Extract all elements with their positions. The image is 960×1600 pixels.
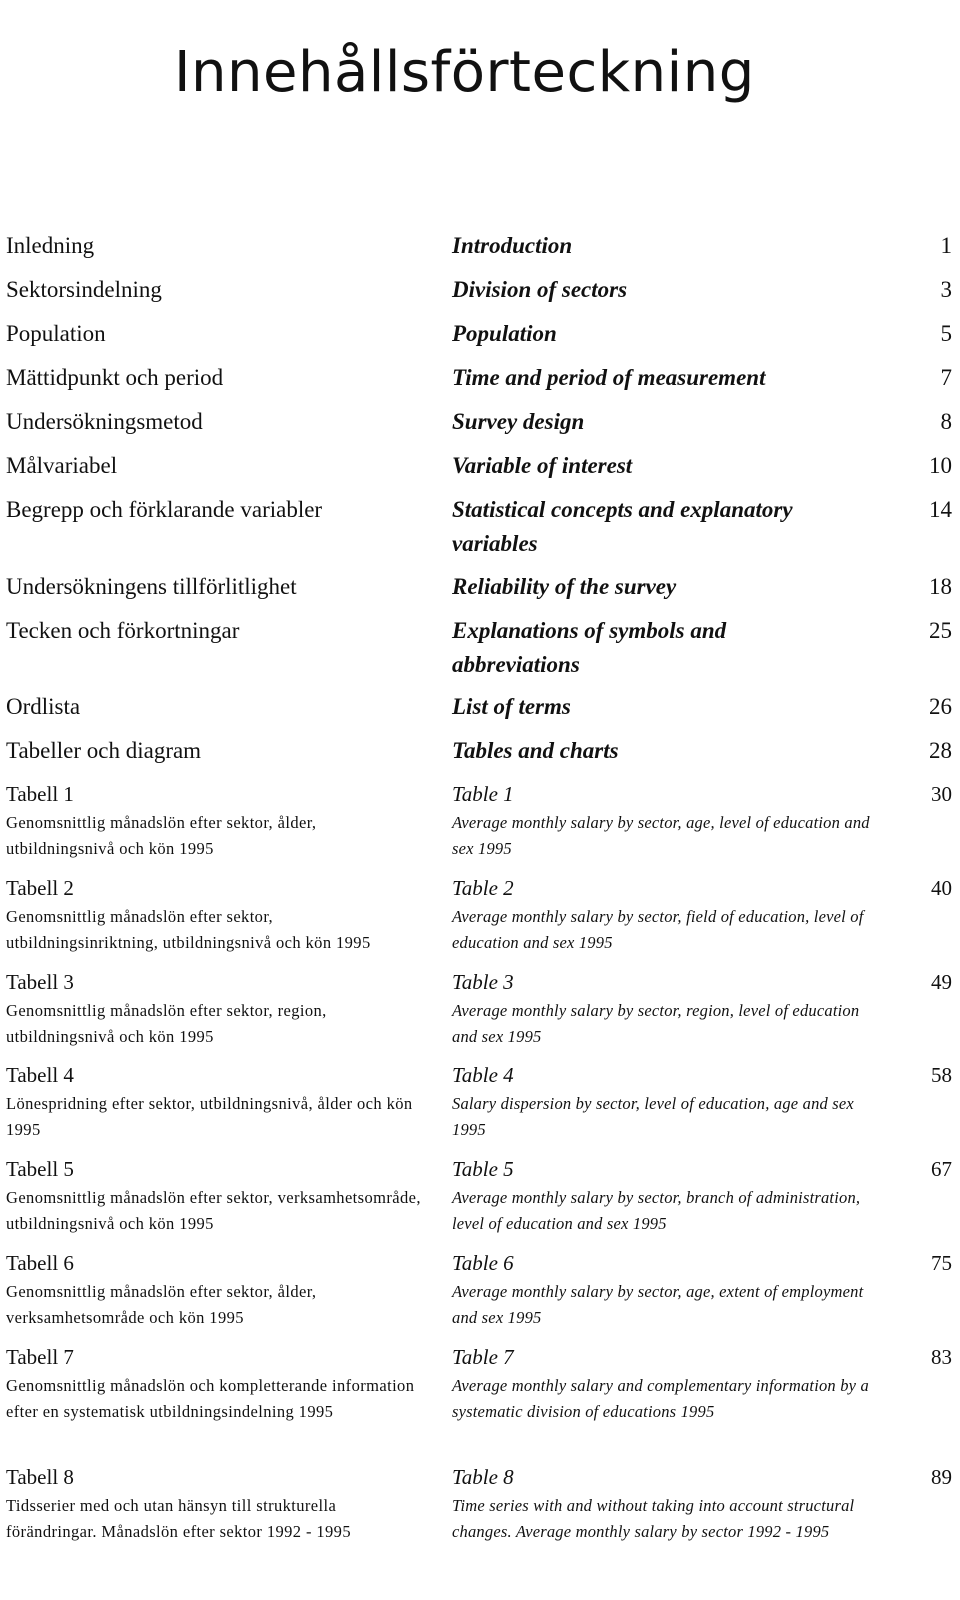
table-entry-page: 40 (931, 876, 952, 900)
toc-entry-page: 3 (940, 277, 952, 302)
table-entry-swedish-description: Tidsserier med och utan hänsyn till strukturella förändringar. Månadslön efter sektor 1992 - 1995 (6, 1496, 351, 1541)
table-entry-english-heading: Table 6 (452, 1251, 514, 1275)
table-entry-swedish-heading: Tabell 1 (6, 782, 74, 806)
toc-entry-swedish: Begrepp och förklarande variabler (6, 497, 323, 522)
toc-entry-swedish: Population (6, 321, 106, 346)
toc-entry-page: 1 (940, 233, 952, 258)
table-entry-english-heading: Table 1 (452, 782, 514, 806)
toc-entry-page: 8 (940, 409, 952, 434)
table-entry-page: 67 (931, 1157, 952, 1181)
table-entry-page: 30 (931, 782, 952, 806)
table-entry-swedish-heading: Tabell 5 (6, 1157, 74, 1181)
toc-entry-english: Division of sectors (452, 277, 628, 302)
table-entry-english-heading: Table 4 (452, 1063, 514, 1087)
toc-entry-page: 14 (929, 497, 952, 522)
table-entry-swedish-description: Genomsnittlig månadslön och kompletterande information efter en systematisk utbildningsindelning 1995 (6, 1376, 415, 1421)
toc-entry-page: 25 (929, 618, 952, 643)
table-entry-page: 58 (931, 1063, 952, 1087)
toc-entry-english: Variable of interest (452, 453, 633, 478)
table-entry-page: 75 (931, 1251, 952, 1275)
toc-entry-swedish: Mättidpunkt och period (6, 365, 224, 390)
toc-entry-english: Explanations of symbols and abbreviations (452, 618, 727, 677)
toc-entry-swedish: Inledning (6, 233, 95, 258)
table-entry-swedish-description: Genomsnittlig månadslön efter sektor, verksamhetsområde, utbildningsnivå och kön 1995 (6, 1188, 421, 1233)
table-entry-english-heading: Table 7 (452, 1345, 514, 1369)
toc-entry-swedish: Ordlista (6, 694, 81, 719)
table-entry-swedish-description: Genomsnittlig månadslön efter sektor, region, utbildningsnivå och kön 1995 (6, 1001, 327, 1046)
table-entry-swedish-description: Genomsnittlig månadslön efter sektor, utbildningsinriktning, utbildningsnivå och kön 1995 (6, 907, 371, 952)
toc-entry-page: 26 (929, 694, 952, 719)
table-entry-page: 49 (931, 970, 952, 994)
table-entry-english-description: Time series with and without taking into account structural changes. Average monthly salary by sector 1992 - 1995 (452, 1496, 855, 1541)
table-entry-english-description: Average monthly salary by sector, field of education, level of education and sex 1995 (452, 907, 864, 952)
toc-entry-swedish: Tabeller och diagram (6, 738, 202, 763)
page-title: Innehållsförteckning (174, 39, 755, 105)
table-entry-english-heading: Table 2 (452, 876, 514, 900)
toc-entry-english: Survey design (452, 409, 585, 434)
table-entry-english-heading: Table 8 (452, 1465, 514, 1489)
toc-entry-page: 7 (940, 365, 952, 390)
table-entry-english-description: Average monthly salary by sector, age, extent of employment and sex 1995 (452, 1282, 864, 1327)
toc-entry-english: Population (452, 321, 557, 346)
toc-entry-swedish: Sektorsindelning (6, 277, 162, 302)
table-entry-page: 83 (931, 1345, 952, 1369)
table-entry-swedish-heading: Tabell 8 (6, 1465, 74, 1489)
toc-entry-english: Time and period of measurement (452, 365, 766, 390)
table-entry-english-heading: Table 5 (452, 1157, 514, 1181)
table-entry-swedish-heading: Tabell 2 (6, 876, 74, 900)
toc-entry-page: 18 (929, 574, 952, 599)
toc-entry-page: 28 (929, 738, 952, 763)
table-entry-swedish-heading: Tabell 4 (6, 1063, 74, 1087)
table-entry-page: 89 (931, 1465, 952, 1489)
toc-entry-swedish: Målvariabel (6, 453, 118, 478)
table-entry-swedish-description: Genomsnittlig månadslön efter sektor, ålder, verksamhetsområde och kön 1995 (6, 1282, 317, 1327)
table-entry-english-description: Average monthly salary by sector, age, level of education and sex 1995 (452, 813, 870, 858)
toc-entry-english: Reliability of the survey (452, 574, 677, 599)
toc-entry-swedish: Undersökningens tillförlitlighet (6, 574, 297, 599)
toc-entry-english: List of terms (452, 694, 571, 719)
toc-entry-page: 10 (929, 453, 952, 478)
table-entry-english-description: Average monthly salary by sector, branch of administration, level of education and sex 1995 (452, 1188, 861, 1233)
table-entry-swedish-description: Lönespridning efter sektor, utbildningsnivå, ålder och kön 1995 (6, 1094, 413, 1139)
toc-entry-english: Introduction (452, 233, 573, 258)
table-entry-swedish-heading: Tabell 7 (6, 1345, 74, 1369)
table-entry-english-description: Average monthly salary and complementary information by a systematic division of educations 1995 (452, 1376, 869, 1421)
table-entry-swedish-description: Genomsnittlig månadslön efter sektor, ålder, utbildningsnivå och kön 1995 (6, 813, 317, 858)
table-entry-swedish-heading: Tabell 6 (6, 1251, 74, 1275)
toc-entry-page: 5 (940, 321, 952, 346)
toc-entry-english: Tables and charts (452, 738, 619, 763)
toc-entry-english: Statistical concepts and explanatory variables (452, 497, 793, 556)
table-entry-english-heading: Table 3 (452, 970, 514, 994)
table-entry-english-description: Salary dispersion by sector, level of education, age and sex 1995 (452, 1094, 854, 1139)
table-entry-english-description: Average monthly salary by sector, region, level of education and sex 1995 (452, 1001, 860, 1046)
table-entry-swedish-heading: Tabell 3 (6, 970, 74, 994)
toc-entry-swedish: Undersökningsmetod (6, 409, 203, 434)
toc-entry-swedish: Tecken och förkortningar (6, 618, 240, 643)
